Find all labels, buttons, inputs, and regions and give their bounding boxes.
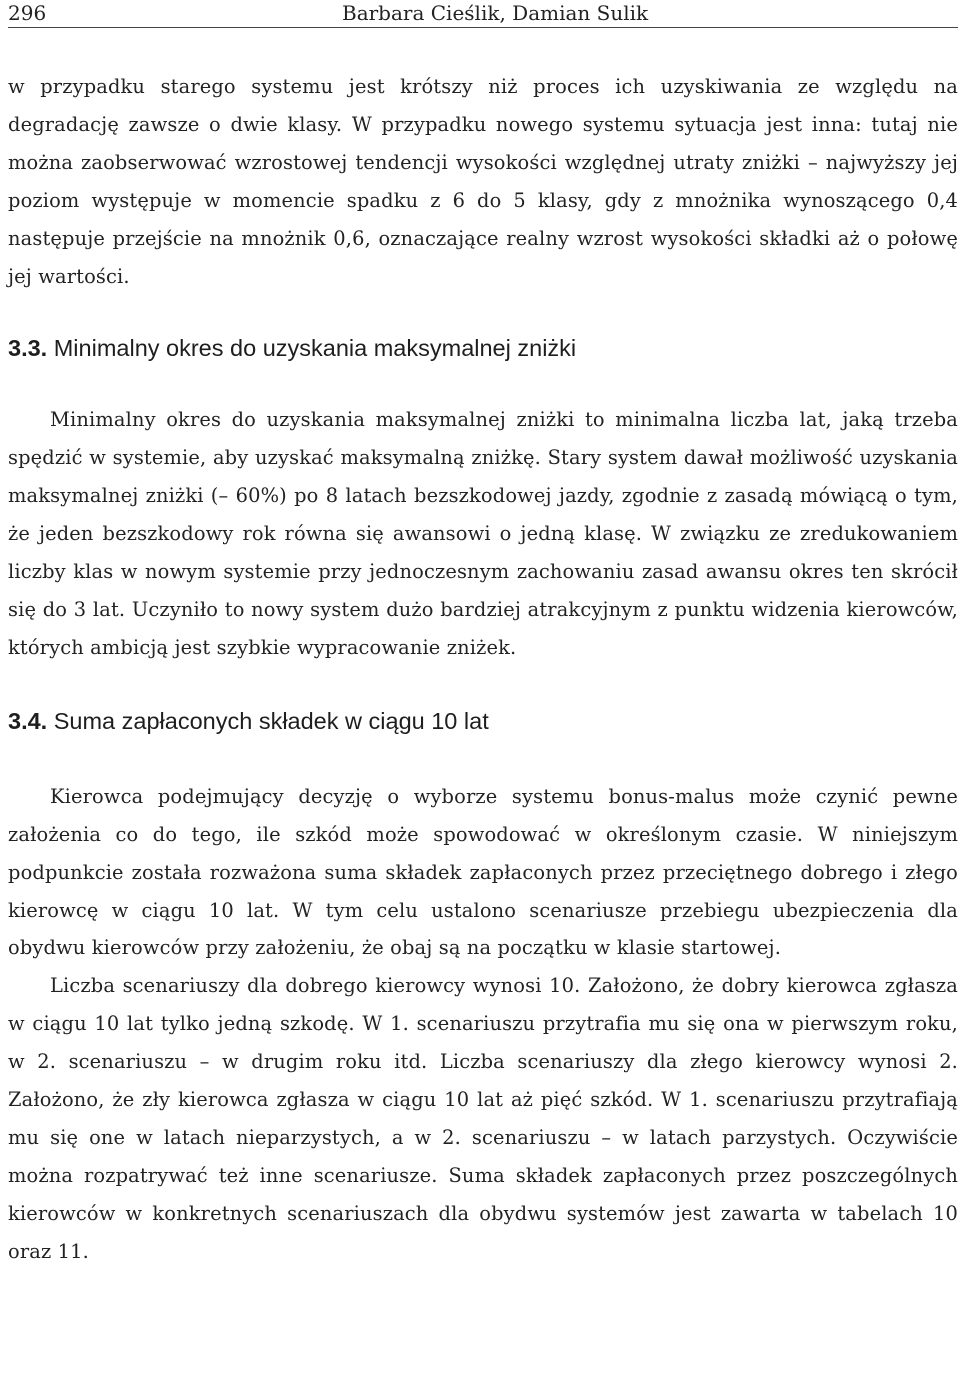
section-3-4-paragraph-2: Liczba scenariuszy dla dobrego kierowcy wynosi 10. Założono, że dobry kierowca zgłasza w ciągu 10 lat tylko jedną szkodę. W 1. scenariuszu przytrafia mu się ona w pierwszym roku, w 2. scenariuszu – w drugim roku itd. Liczba scenariuszy dla złego kierowcy wynosi 2. Założono, że zły kierowca zgłasza w ciągu 10 lat aż pięć szkód. W 1. scenariuszu przytrafiają mu się one w latach nieparzystych, a w 2. scenariuszu – w latach parzystych. Oczywiście można rozpatrywać też inne scenariusze. Suma składek zapłaconych przez poszczególnych kierowców w konkretnych scenariuszach dla obydwu systemów jest zawarta w tabelach 10 oraz 11.: [8, 974, 958, 1263]
section-number: 3.3.: [8, 335, 48, 362]
section-number: 3.4.: [8, 707, 48, 734]
section-title: Minimalny okres do uzyskania maksymalnej zniżki: [53, 335, 577, 362]
document-page: [8, 0, 958, 1271]
running-header: [8, 0, 958, 28]
section-heading-3-4: [8, 707, 958, 735]
page-number: 296: [8, 1, 47, 25]
section-heading-3-3: [8, 334, 958, 362]
section-title: Suma zapłaconych składek w ciągu 10 lat: [53, 707, 489, 734]
running-header-authors: Barbara Cieślik, Damian Sulik: [342, 1, 649, 25]
section-3-3-paragraph: Minimalny okres do uzyskania maksymalnej zniżki to minimalna liczba lat, jaką trzeba spędzić w systemie, aby uzyskać maksymalną zniżkę. Stary system dawał możliwość uzyskania maksymalnej zniżki (– 60%) po 8 latach bezszkodowej jazdy, zgodnie z zasadą mówiącą o tym, że jeden bezszkodowy rok równa się awansowi o jedną klasę. W związku ze zredukowaniem liczby klas w nowym systemie przy jednoczesnym zachowaniu zasad awansu okres ten skrócił się do 3 lat. Uczyniło to nowy system dużo bardziej atrakcyjnym z punktu widzenia kierowców, których ambicją jest szybkie wypracowanie zniżek.: [8, 408, 958, 659]
intro-paragraph: w przypadku starego systemu jest krótszy niż proces ich uzyskiwania ze względu na degradację zawsze o dwie klasy. W przypadku nowego systemu sytuacja jest inna: tutaj nie można zaobserwować wzrostowej tendencji wysokości względnej utraty zniżki – najwyższy jej poziom występuje w momencie spadku z 6 do 5 klasy, gdy z mnożnika wynoszącego 0,4 następuje przejście na mnożnik 0,6, oznaczające realny wzrost wysokości składki aż o połowę jej wartości.: [8, 75, 958, 288]
section-3-4-paragraph-1: Kierowca podejmujący decyzję o wyborze systemu bonus-malus może czynić pewne założenia co do tego, ile szkód może spowodować w określonym czasie. W niniejszym podpunkcie została rozważona suma składek zapłaconych przez przeciętnego dobrego i złego kierowcę w ciągu 10 lat. W tym celu ustalono scenariusze przebiegu ubezpieczenia dla obydwu kierowców przy założeniu, że obaj są na początku w klasie startowej.: [8, 784, 958, 960]
